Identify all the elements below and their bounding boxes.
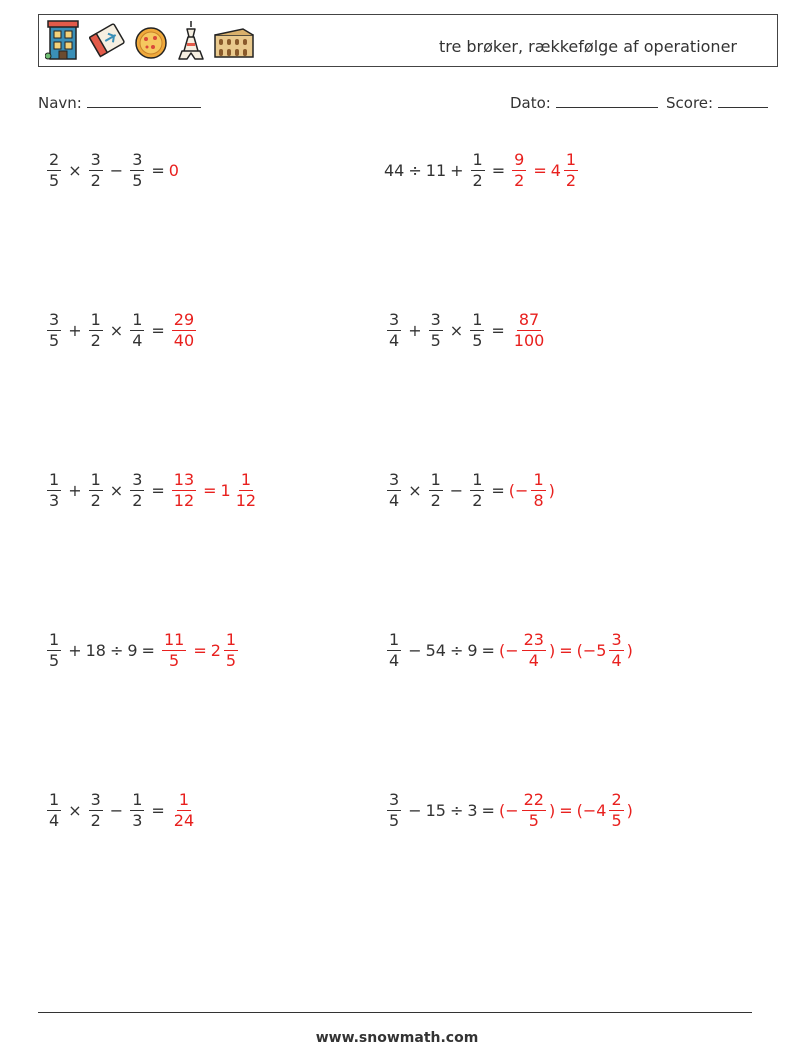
score-label: Score: [666, 94, 714, 112]
denominator: 8 [533, 490, 544, 510]
operator: = [141, 640, 155, 660]
worksheet-title: tre brøker, rækkefølge af operationer [438, 37, 737, 56]
fraction [387, 629, 401, 670]
number: (− [498, 800, 519, 820]
fraction [609, 629, 623, 670]
fraction [470, 309, 484, 350]
problem-8 [384, 622, 633, 678]
denominator: 5 [389, 810, 400, 830]
denominator: 4 [611, 650, 622, 670]
operator: + [68, 320, 82, 340]
operator: − [408, 800, 422, 820]
operator: ÷ [449, 800, 464, 820]
fraction [512, 149, 526, 190]
numerator: 3 [611, 629, 622, 649]
numerator: 11 [163, 629, 185, 649]
numerator: 1 [389, 629, 400, 649]
answer [509, 309, 550, 350]
fraction [47, 469, 61, 510]
operator: − [408, 640, 422, 660]
answer [169, 309, 199, 350]
denominator: 100 [513, 330, 545, 350]
score-blank[interactable] [718, 93, 768, 108]
fraction [387, 309, 401, 350]
answer [498, 629, 633, 670]
fraction [172, 469, 196, 510]
operator: = [481, 640, 495, 660]
number: 44 [384, 160, 405, 180]
operator: − [109, 800, 124, 820]
number: 15 [425, 800, 446, 820]
number: 1 [220, 480, 231, 500]
problem-4 [384, 302, 549, 358]
denominator: 5 [528, 810, 539, 830]
fraction [234, 469, 258, 510]
number: 9 [127, 640, 138, 660]
fraction [89, 149, 103, 190]
numerator: 1 [225, 629, 237, 649]
fraction [522, 789, 546, 830]
answer [498, 789, 633, 830]
answer [169, 789, 199, 830]
numerator: 1 [132, 309, 143, 329]
building-icon [45, 19, 81, 61]
fraction [224, 629, 238, 670]
date-blank[interactable] [556, 93, 658, 108]
problem-10 [384, 782, 633, 838]
name-label: Navn: [38, 94, 82, 112]
numerator: 3 [90, 149, 101, 169]
tower-icon [177, 19, 205, 61]
number: (−4 [576, 800, 607, 820]
fraction [89, 309, 103, 350]
fraction [47, 789, 61, 830]
fraction [130, 309, 144, 350]
icon-row [45, 19, 255, 61]
answer [509, 149, 581, 190]
fraction [162, 629, 186, 670]
date-field [510, 93, 658, 112]
fraction [172, 789, 196, 830]
denominator: 5 [49, 330, 60, 350]
colosseum-icon [213, 19, 255, 61]
problem-3 [44, 302, 199, 358]
fraction [47, 149, 61, 190]
answer [508, 469, 555, 510]
operator: = [193, 640, 207, 660]
numerator: 13 [173, 469, 195, 489]
numerator: 3 [90, 789, 101, 809]
number: ) [548, 480, 555, 500]
numerator: 22 [523, 789, 544, 809]
numerator: 3 [389, 309, 400, 329]
operator: = [151, 320, 165, 340]
operator: = [559, 800, 573, 820]
operator: × [109, 320, 124, 340]
fraction [130, 149, 144, 190]
denominator: 4 [389, 330, 400, 350]
number: (− [498, 640, 519, 660]
fraction [130, 789, 144, 830]
fraction [172, 309, 196, 350]
fraction [512, 309, 547, 350]
date-label: Dato: [510, 94, 551, 112]
denominator: 5 [611, 810, 622, 830]
fraction [89, 469, 103, 510]
denominator: 12 [235, 490, 257, 510]
operator: + [450, 160, 464, 180]
answer [159, 629, 241, 670]
problem-2 [384, 142, 581, 198]
denominator: 2 [90, 490, 101, 510]
operator: × [449, 320, 464, 340]
numerator: 9 [514, 149, 525, 169]
operator: + [68, 480, 82, 500]
denominator: 2 [132, 490, 143, 510]
fraction [387, 469, 401, 510]
numerator: 23 [523, 629, 544, 649]
problem-7 [44, 622, 241, 678]
problem-6 [384, 462, 555, 518]
problem-5 [44, 462, 261, 518]
number: ) [548, 800, 556, 820]
fraction [130, 469, 144, 510]
number: ) [548, 640, 556, 660]
numerator: 1 [565, 149, 577, 169]
denominator: 2 [472, 170, 483, 190]
operator: × [408, 480, 422, 500]
denominator: 5 [49, 170, 60, 190]
denominator: 2 [514, 170, 525, 190]
header-box [38, 14, 778, 67]
number: ) [626, 800, 633, 820]
operator: × [68, 160, 82, 180]
numerator: 1 [90, 469, 101, 489]
denominator: 2 [90, 810, 101, 830]
numerator: 1 [240, 469, 251, 489]
fraction [522, 629, 546, 670]
numerator: 1 [90, 309, 101, 329]
number: 18 [85, 640, 106, 660]
denominator: 5 [430, 330, 441, 350]
answer [169, 161, 179, 180]
operator: × [109, 480, 124, 500]
operator: = [151, 160, 165, 180]
numerator: 1 [178, 789, 190, 809]
numerator: 3 [132, 469, 143, 489]
numerator: 2 [49, 149, 60, 169]
denominator: 5 [132, 170, 143, 190]
number: 9 [467, 640, 478, 660]
operator: × [68, 800, 82, 820]
numerator: 1 [132, 789, 143, 809]
fraction [609, 789, 623, 830]
pizza-icon [133, 19, 169, 61]
numerator: 29 [173, 309, 195, 329]
fraction [387, 789, 401, 830]
denominator: 2 [472, 490, 483, 510]
fraction [471, 149, 485, 190]
operator: ÷ [449, 640, 464, 660]
numerator: 1 [472, 469, 483, 489]
fraction [47, 309, 61, 350]
numerator: 3 [389, 469, 400, 489]
denominator: 2 [430, 490, 441, 510]
operator: = [491, 480, 505, 500]
denominator: 5 [49, 650, 60, 670]
numerator: 2 [611, 789, 622, 809]
fraction [47, 629, 61, 670]
operator: − [449, 480, 464, 500]
operator: − [109, 160, 124, 180]
operator: = [533, 160, 547, 180]
number: 4 [550, 160, 561, 180]
denominator: 5 [225, 650, 237, 670]
denominator: 3 [132, 810, 143, 830]
operator: = [559, 640, 573, 660]
denominator: 2 [90, 170, 101, 190]
denominator: 2 [90, 330, 101, 350]
numerator: 1 [49, 789, 60, 809]
operator: + [408, 320, 422, 340]
operator: = [491, 160, 506, 180]
denominator: 24 [173, 810, 195, 830]
numerator: 3 [389, 789, 400, 809]
answer [169, 469, 261, 510]
denominator: 5 [472, 330, 483, 350]
fraction [89, 789, 103, 830]
number: (− [508, 480, 529, 500]
operator: = [203, 480, 217, 500]
number: ) [626, 640, 633, 660]
numerator: 3 [430, 309, 441, 329]
numerator: 1 [430, 469, 441, 489]
fraction [470, 469, 484, 510]
denominator: 40 [173, 330, 195, 350]
denominator: 4 [389, 650, 400, 670]
numerator: 1 [472, 149, 483, 169]
name-blank[interactable] [87, 93, 201, 108]
operator: + [68, 640, 82, 660]
operator: = [151, 800, 165, 820]
footer-url: www.snowmath.com [315, 1030, 479, 1046]
operator: ÷ [109, 640, 124, 660]
operator: = [481, 800, 495, 820]
fraction [429, 469, 443, 510]
name-field [38, 93, 201, 112]
number: 11 [425, 160, 447, 180]
ticket-icon [89, 19, 125, 61]
denominator: 3 [49, 490, 60, 510]
numerator: 1 [472, 309, 483, 329]
fraction [564, 149, 578, 190]
numerator: 1 [49, 629, 60, 649]
fraction [429, 309, 443, 350]
problem-9 [44, 782, 199, 838]
fraction [531, 469, 545, 510]
denominator: 12 [173, 490, 195, 510]
number: 54 [425, 640, 446, 660]
denominator: 4 [49, 810, 60, 830]
operator: ÷ [408, 160, 422, 180]
numerator: 87 [518, 309, 540, 329]
number: (−5 [576, 640, 607, 660]
score-field [666, 93, 768, 112]
problem-1 [44, 142, 179, 198]
numerator: 1 [533, 469, 544, 489]
numerator: 1 [49, 469, 60, 489]
footer-divider [38, 1012, 752, 1013]
numerator: 3 [132, 149, 143, 169]
numerator: 3 [49, 309, 60, 329]
number: 0 [168, 160, 179, 180]
operator: = [151, 480, 165, 500]
denominator: 2 [565, 170, 577, 190]
number: 3 [467, 800, 478, 820]
denominator: 4 [389, 490, 400, 510]
denominator: 4 [132, 330, 143, 350]
denominator: 5 [169, 650, 180, 670]
operator: = [491, 320, 505, 340]
number: 2 [210, 640, 221, 660]
denominator: 4 [528, 650, 539, 670]
